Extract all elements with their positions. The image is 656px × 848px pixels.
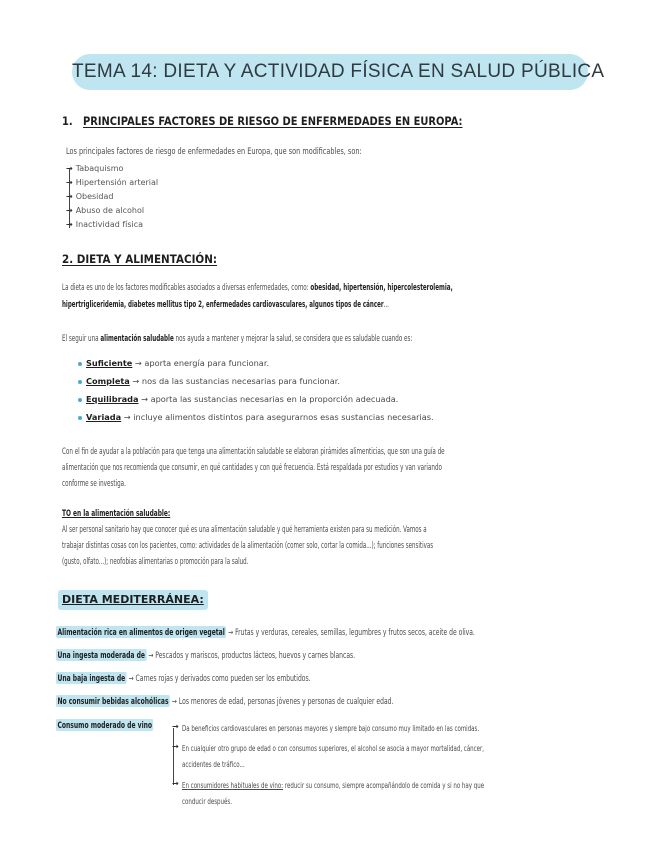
arrow-right-icon: → bbox=[66, 220, 73, 229]
to-paragraph-line1: Al ser personal sanitario hay que conocer qué es una alimentación saludable y qué herramienta existen para su medición. Vamos a bbox=[62, 524, 427, 534]
list-item: Completa → nos da las sustancias necesarias para funcionar. bbox=[78, 376, 340, 386]
mediterranean-row: No consumir bebidas alcohólicas → Los menores de edad, personas jóvenes y personas de cualquier edad. bbox=[57, 696, 394, 706]
list-item: → Abuso de alcohol bbox=[66, 206, 145, 215]
wine-branch-3-line1: En consumidores habituales de vino: reducir su consumo, siempre acompañándolo de comida y si no hay que bbox=[182, 780, 485, 790]
mediterranean-row: Una baja ingesta de → Carnes rojas y derivados como pueden ser los embutidos. bbox=[57, 673, 311, 683]
section2-paragraph3-line1: Con el fin de ayudar a la población para que tenga una alimentación saludable se elaboran pirámides alimenticias, que son una guía de bbox=[62, 446, 445, 456]
page-title: TEMA 14: DIETA Y ACTIVIDAD FÍSICA EN SALUD PÚBLICA bbox=[72, 61, 605, 82]
wine-branch-3-line2: conducir después. bbox=[182, 796, 232, 806]
to-heading: TO en la alimentación saludable: bbox=[62, 508, 171, 518]
arrow-right-icon: → bbox=[172, 722, 179, 731]
arrow-right-icon: → bbox=[66, 164, 73, 173]
to-paragraph-line2: trabajar distintas cosas con los pacientes, como: actividades de la alimentación (comer solo, cortar la comida...); funciones sensitivas bbox=[62, 540, 434, 550]
section2-heading: 2. DIETA Y ALIMENTACIÓN: bbox=[62, 252, 218, 266]
section1-heading-text: PRINCIPALES FACTORES DE RIESGO DE ENFERMEDADES EN EUROPA: bbox=[82, 114, 463, 128]
bullet-icon bbox=[78, 416, 82, 420]
arrow-right-icon: → bbox=[172, 742, 179, 751]
wine-branch-2-line2: accidentes de tráfico... bbox=[182, 759, 245, 769]
list-item: → Tabaquismo bbox=[66, 164, 124, 173]
wine-branch-2-line1: En cualquier otro grupo de edad o con consumos superiores, el alcohol se asocia a mayor mortalidad, cáncer, bbox=[182, 743, 485, 753]
to-paragraph-line3: (gusto, olfato...); neofobias alimentarias o promoción para la salud. bbox=[62, 556, 249, 566]
section2-paragraph3-line3: conforme se investiga. bbox=[62, 478, 126, 488]
section1-intro: Los principales factores de riesgo de enfermedades en Europa, que son modificables, son: bbox=[66, 146, 362, 156]
mediterranean-diet-heading: DIETA MEDITERRÁNEA: bbox=[58, 590, 208, 610]
section2-paragraph1-line2: hipertrigliceridemia, diabetes mellitus tipo 2, enfermedades cardiovasculares, algunos tipos de cáncer... bbox=[62, 299, 389, 309]
arrow-right-icon: → bbox=[172, 779, 179, 788]
arrow-right-icon: → bbox=[66, 192, 73, 201]
arrow-right-icon: → bbox=[66, 206, 73, 215]
wine-branch-line bbox=[173, 728, 174, 785]
bullet-icon bbox=[78, 380, 82, 384]
bullet-icon bbox=[78, 362, 82, 366]
wine-branch-1: Da beneficios cardiovasculares en personas mayores y siempre bajo consumo muy limitado en las comidas. bbox=[182, 723, 480, 733]
mediterranean-row: Una ingesta moderada de → Pescados y mariscos, productos lácteos, huevos y carnes blancas. bbox=[57, 650, 356, 660]
arrow-right-icon: → bbox=[66, 178, 73, 187]
section1-heading bbox=[62, 114, 463, 128]
bullet-icon bbox=[78, 398, 82, 402]
section2-paragraph1-line1: La dieta es uno de los factores modificables asociados a diversas enfermedades, como: obesidad, hipertensión, hipercolesterolemia, bbox=[62, 282, 453, 292]
list-item: Suficiente → aporta energía para funcionar. bbox=[78, 358, 269, 368]
list-item: → Obesidad bbox=[66, 192, 114, 201]
section2-paragraph3-line2: alimentación que nos recomienda que consumir, en qué cantidades y con qué frecuencia. Está respaldada por estudios y van variando bbox=[62, 462, 442, 472]
wine-consumption-label: Consumo moderado de vino bbox=[57, 720, 153, 730]
list-item: → Inactividad física bbox=[66, 220, 144, 229]
section2-paragraph2: El seguir una alimentación saludable nos ayuda a mantener y mejorar la salud, se considera que es saludable cuando es: bbox=[62, 333, 413, 343]
mediterranean-row: Alimentación rica en alimentos de origen vegetal → Frutas y verduras, cereales, semillas, legumbres y frutos secos, aceite de oliva. bbox=[57, 627, 475, 637]
list-item: Variada → incluye alimentos distintos para asegurarnos esas sustancias necesarias. bbox=[78, 412, 434, 422]
list-item: Equilibrada → aporta las sustancias necesarias en la proporción adecuada. bbox=[78, 394, 398, 404]
title-banner bbox=[72, 54, 605, 90]
section1-heading-number: 1. bbox=[62, 114, 73, 128]
list-item: → Hipertensión arterial bbox=[66, 178, 159, 187]
